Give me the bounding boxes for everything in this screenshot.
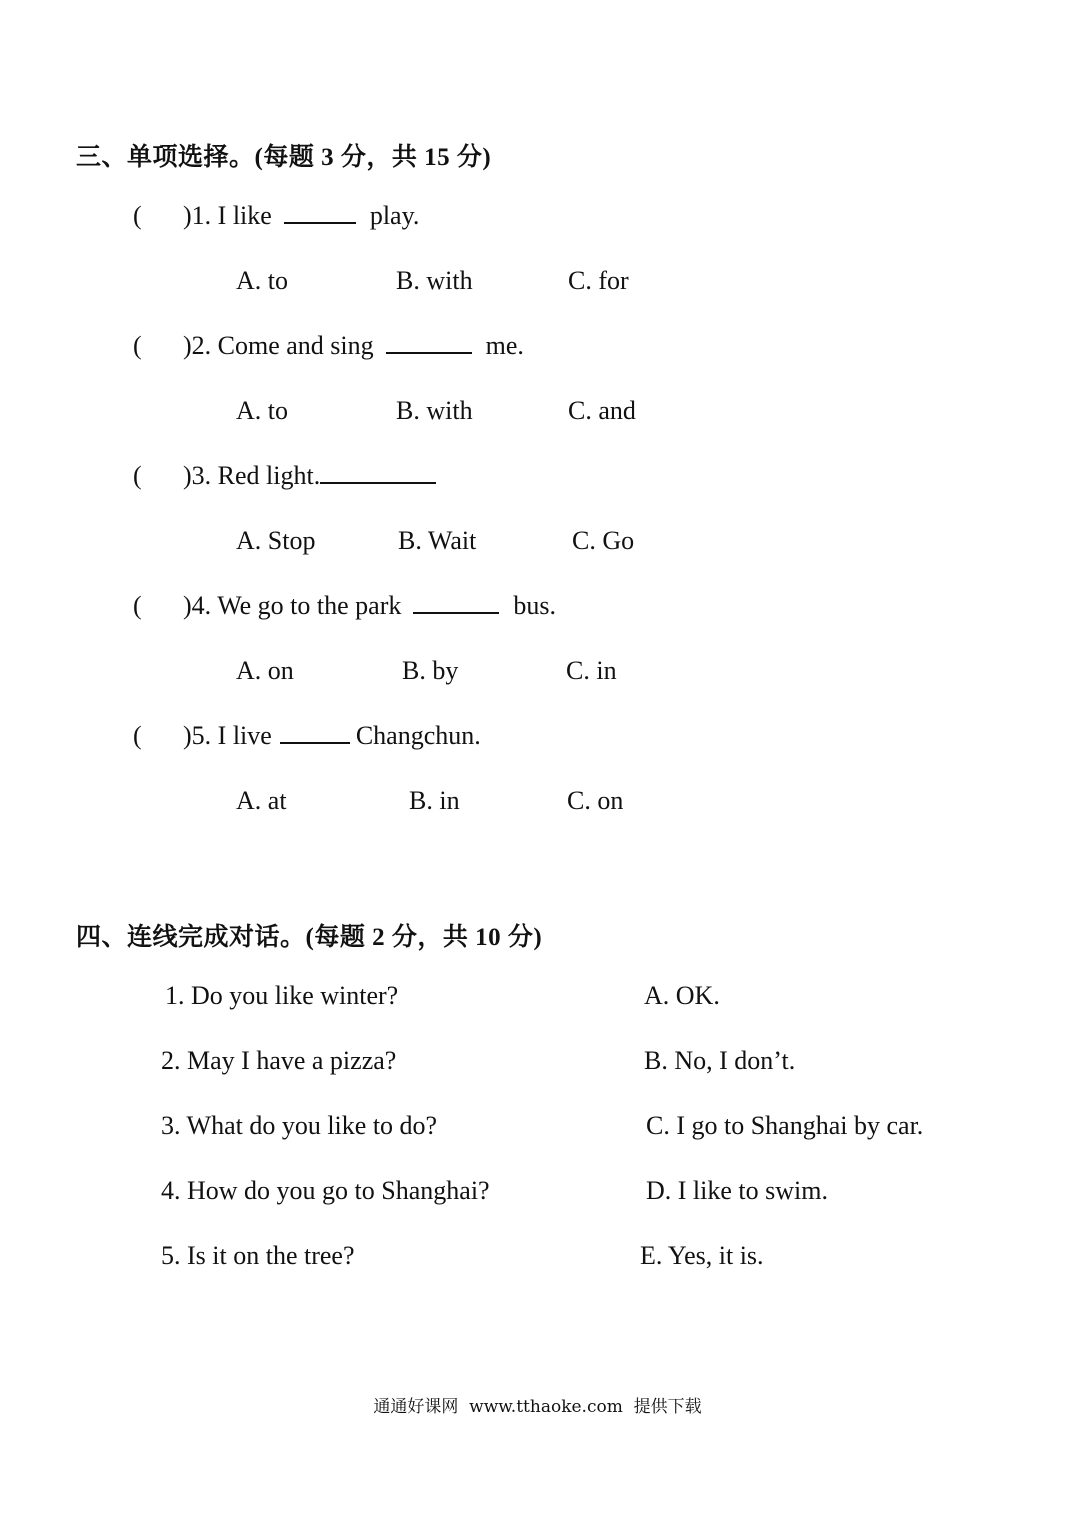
footer-text: 通通好课网 www.tthaoke.com 提供下载	[373, 1397, 702, 1417]
answer-blank	[284, 202, 356, 224]
option-c: C. Go	[572, 526, 635, 555]
answer-paren: (	[133, 721, 142, 750]
answer-paren: (	[133, 201, 142, 230]
match-answer-d: D. I like to swim.	[646, 1176, 828, 1205]
option-c: C. and	[568, 396, 636, 425]
option-a: A. to	[236, 266, 288, 295]
question-text: )4. We go to the park	[183, 591, 402, 620]
option-b: B. with	[396, 396, 473, 425]
question-4	[133, 591, 556, 621]
question-text-after: Changchun.	[355, 721, 481, 750]
answer-blank	[320, 462, 436, 484]
question-text-after: me.	[485, 331, 524, 360]
question-text: )2. Come and sing	[183, 331, 374, 360]
section-4-title: 四、连线完成对话。	[76, 924, 306, 951]
answer-blank	[386, 332, 472, 354]
match-question-2: 2. May I have a pizza?	[161, 1046, 397, 1075]
option-c: C. in	[566, 656, 617, 685]
match-answer-e: E. Yes, it is.	[640, 1241, 764, 1270]
answer-blank	[413, 592, 499, 614]
match-question-4: 4. How do you go to Shanghai?	[161, 1176, 490, 1205]
question-5	[133, 721, 481, 751]
question-text: )3. Red light.	[183, 461, 321, 490]
match-answer-c: C. I go to Shanghai by car.	[646, 1111, 924, 1140]
option-b: B. in	[409, 786, 460, 815]
option-c: C. on	[567, 786, 624, 815]
option-a: A. to	[236, 396, 288, 425]
option-c: C. for	[568, 266, 629, 295]
match-question-3: 3. What do you like to do?	[161, 1111, 438, 1140]
section-4-score-note: (每题 2 分，共 10 分)	[305, 924, 543, 951]
question-text: )5. I live	[183, 721, 272, 750]
section-4-heading	[76, 917, 542, 953]
section-3-score-note: (每题 3 分，共 15 分)	[254, 144, 492, 171]
option-b: B. by	[402, 656, 459, 685]
section-3-heading	[76, 137, 491, 173]
section-3-title: 三、单项选择。	[76, 144, 255, 171]
answer-paren: (	[133, 331, 142, 360]
answer-paren: (	[133, 461, 142, 490]
match-question-5: 5. Is it on the tree?	[161, 1241, 355, 1270]
question-text-after: play.	[369, 201, 420, 230]
question-1	[133, 201, 419, 231]
answer-paren: (	[133, 591, 142, 620]
answer-blank	[280, 722, 350, 744]
match-answer-b: B. No, I don’t.	[644, 1046, 796, 1075]
match-answer-a: A. OK.	[644, 981, 720, 1010]
option-b: B. Wait	[398, 526, 477, 555]
match-question-1: 1. Do you like winter?	[165, 981, 399, 1010]
question-text: )1. I like	[183, 201, 272, 230]
option-a: A. at	[236, 786, 287, 815]
question-text-after: bus.	[513, 591, 556, 620]
question-3	[133, 461, 442, 491]
option-b: B. with	[396, 266, 473, 295]
option-a: A. on	[236, 656, 294, 685]
option-a: A. Stop	[236, 526, 316, 555]
question-2	[133, 331, 524, 361]
